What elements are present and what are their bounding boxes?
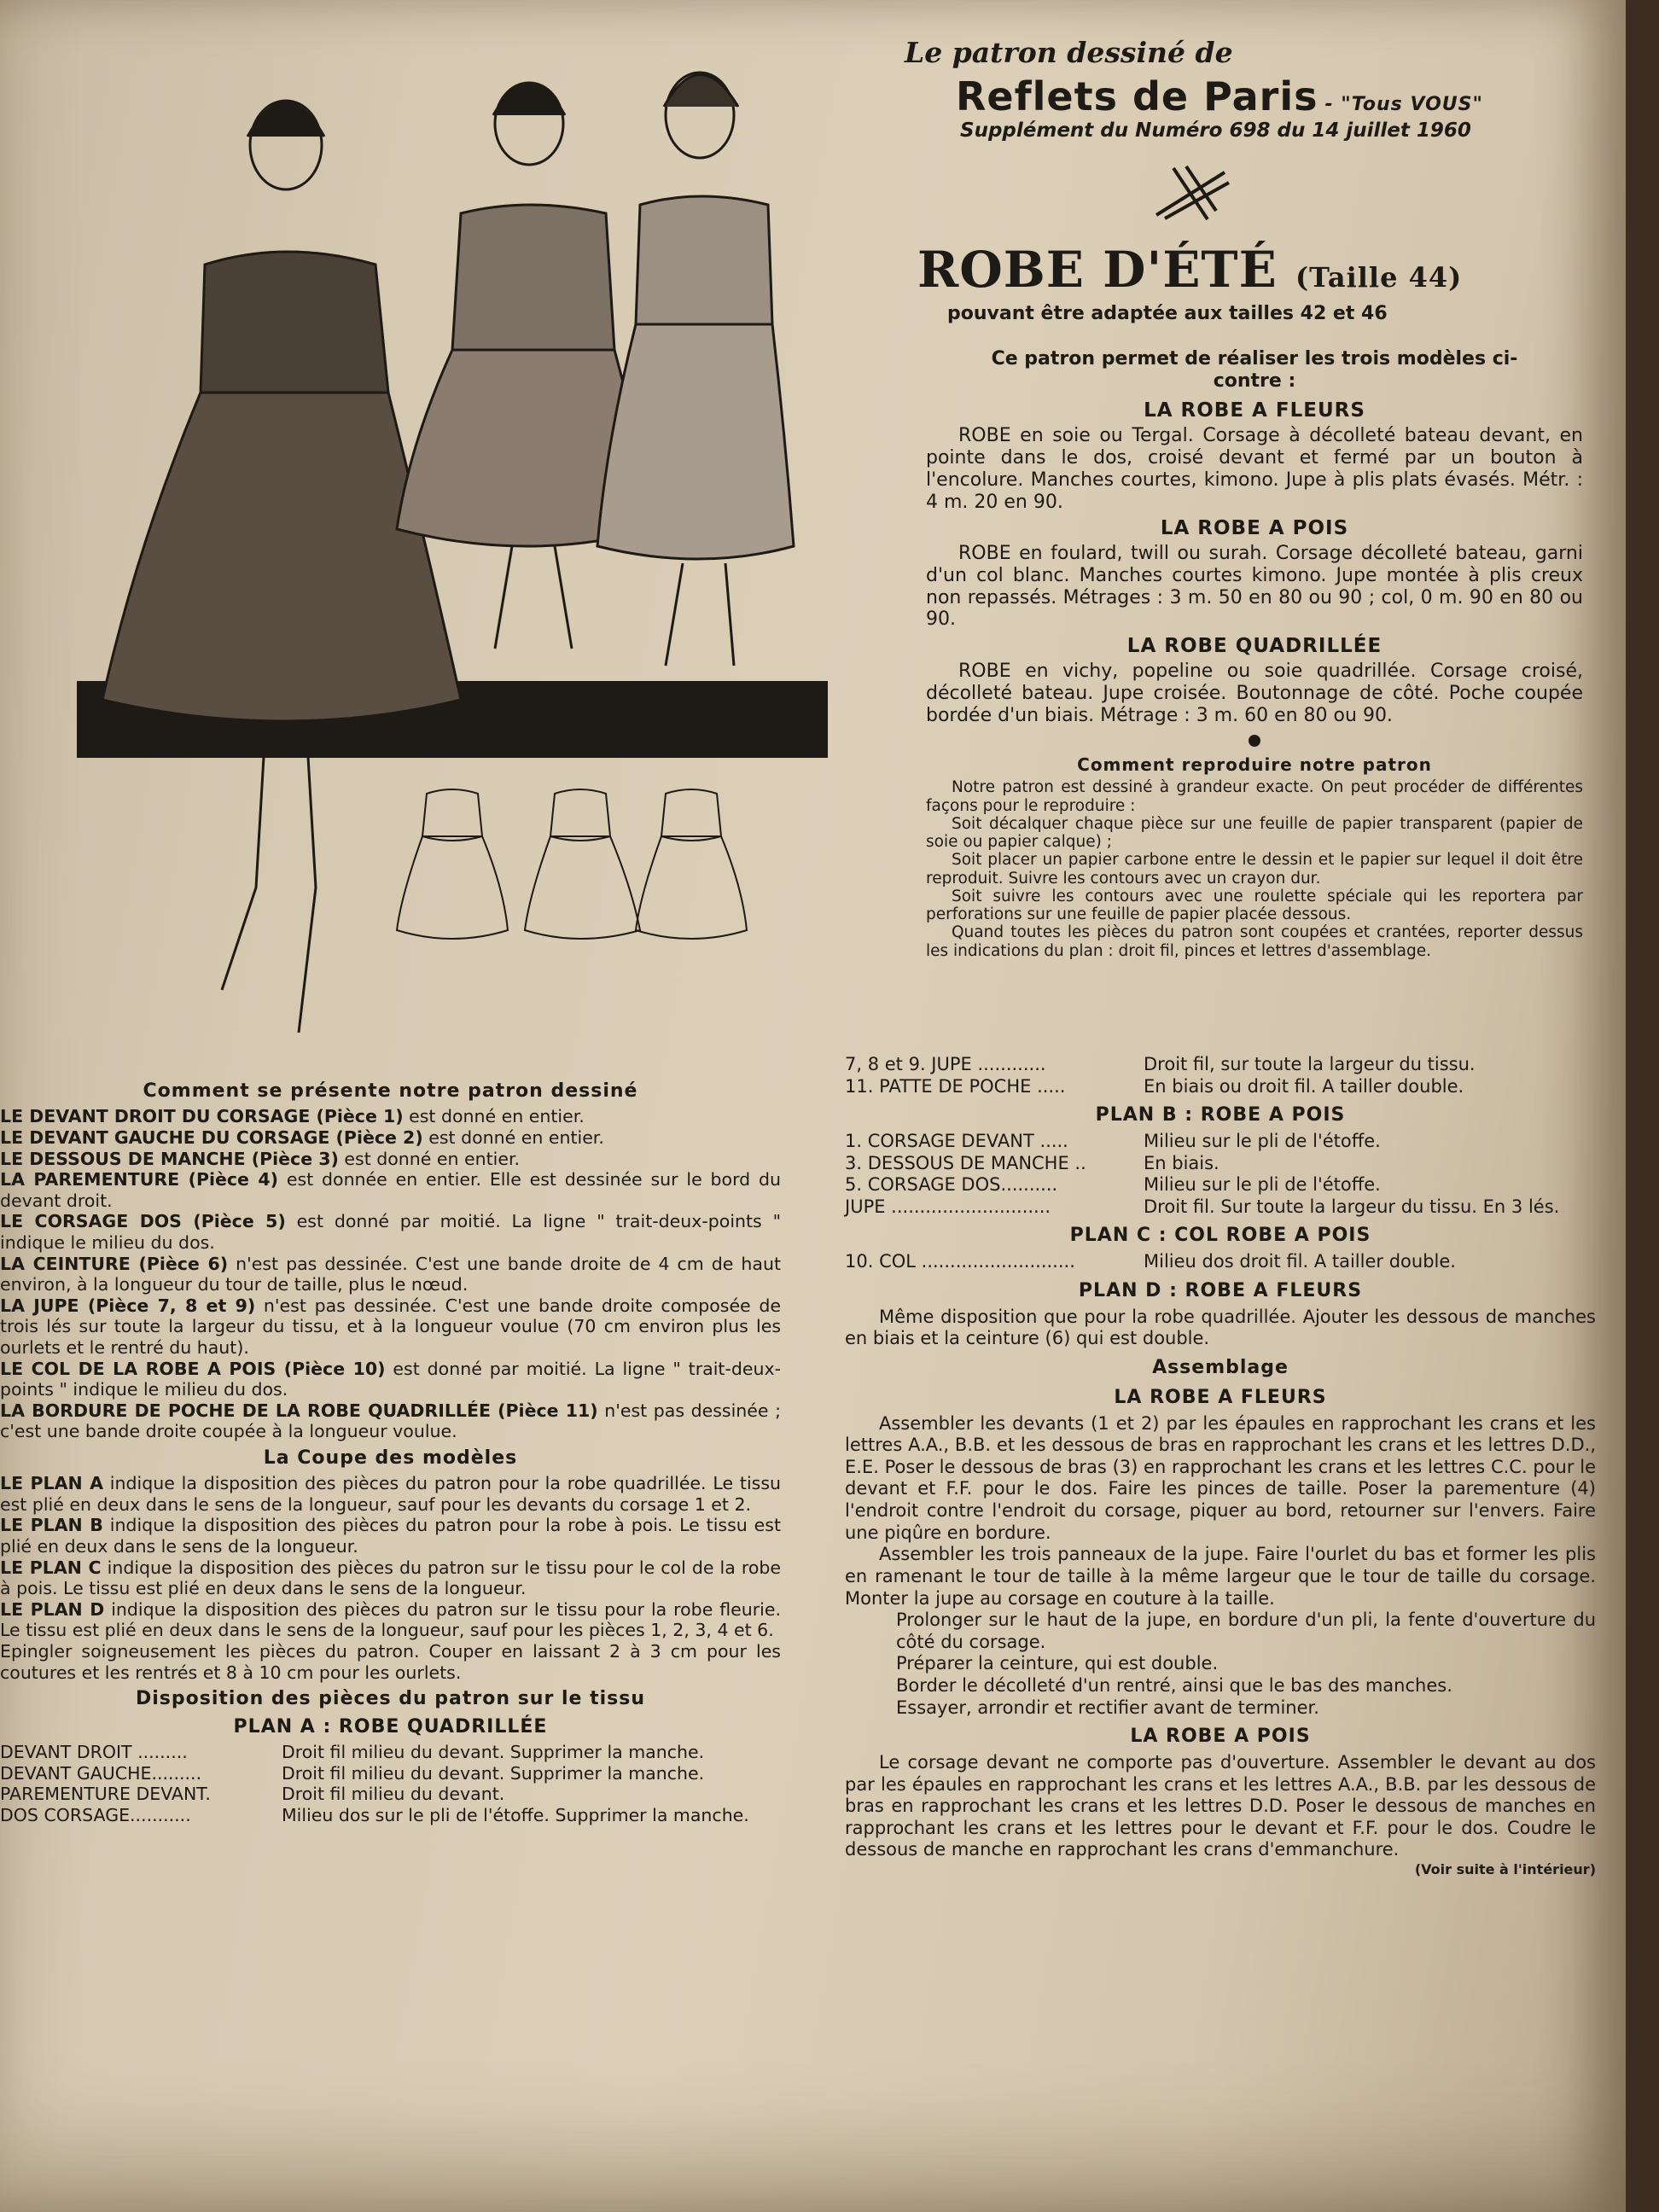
piece-instruction: Milieu sur le pli de l'étoffe.: [1144, 1131, 1381, 1152]
plan-row: [845, 1251, 1596, 1273]
piece-instruction: Droit fil milieu du devant. Supprimer la manche.: [282, 1762, 705, 1784]
plan-row: [845, 1153, 1596, 1175]
page-subtitle: pouvant être adaptée aux tailles 42 et 46: [947, 303, 1388, 324]
plan-row: [845, 1131, 1596, 1153]
piece-entry: LA PAREMENTURE (Pièce 4) est donnée en entier. Elle est dessinée sur le bord du devant droit.: [0, 1169, 781, 1211]
assembly-paragraph: Assembler les devants (1 et 2) par les épaules en rapprochant les crans et les lettres A.A., B.B. et les dessous de bras en rapprochant les crans et les lettres D.D., E.E. Poser le dessous de bras (3) en rapprochant les crans et les lettres C.C. pour le devant et F.F. pour le dos. Faire les pinces de taille. Poser la parementure (4) l'endroit contre l'endroit du corsage, piquer au bord, retourner sur l'envers. Faire une piqûre en bordure.: [845, 1412, 1596, 1543]
model-heading: LA ROBE A POIS: [1160, 517, 1349, 540]
pieces-heading: Comment se présente notre patron dessiné: [143, 1080, 638, 1102]
reproduce-paragraph: Soit suivre les contours avec une roulette spéciale qui les reportera par perforations sur une feuille de papier placée dessous.: [926, 887, 1583, 924]
reproduce-paragraph: Notre patron est dessiné à grandeur exacte. On peut procéder de différentes façons pour le reproduire :: [926, 778, 1583, 815]
reproduce-paragraph: Soit placer un papier carbone entre le dessin et le papier sur lequel il doit être reproduit. Suivre les contours avec un crayon dur.: [926, 851, 1583, 888]
plan-row: [0, 1805, 781, 1826]
plan-row: [845, 1174, 1596, 1196]
piece-instruction: Milieu sur le pli de l'étoffe.: [1144, 1174, 1381, 1196]
piece-label: JUPE ............................: [845, 1196, 1051, 1217]
model-text: ROBE en vichy, popeline ou soie quadrillée. Corsage croisé, décolleté bateau. Jupe croisée. Boutonnage de côté. Poche coupée bordée d'un biais. Métrage : 3 m. 60 en 80 ou 90.: [926, 661, 1583, 726]
plan-d-text: Même disposition que pour la robe quadrillée. Ajouter les dessous de manches en biais et la ceinture (6) qui est double.: [845, 1306, 1596, 1349]
piece-entry: LE DEVANT DROIT DU CORSAGE (Pièce 1) est donné en entier.: [0, 1106, 585, 1127]
reproduce-heading: Comment reproduire notre patron: [1077, 754, 1432, 776]
piece-instruction: Droit fil, sur toute la largeur du tissu.: [1144, 1054, 1476, 1074]
assembly-paragraph: Prolonger sur le haut de la jupe, en bordure d'un pli, la fente d'ouverture du côté du corsage.: [896, 1610, 1596, 1652]
piece-entry: LA CEINTURE (Pièce 6) n'est pas dessinée. C'est une bande droite de 4 cm de haut environ, à la longueur du tour de taille, plus le nœud.: [0, 1253, 781, 1295]
plans-column: [845, 1054, 1596, 1878]
assembly-heading: Assemblage: [1152, 1356, 1289, 1378]
plan-row: [0, 1742, 781, 1763]
fashion-illustration: [51, 34, 836, 1058]
piece-label: DOS CORSAGE...........: [0, 1804, 191, 1825]
plan-row: [845, 1076, 1596, 1098]
piece-instruction: Droit fil. Sur toute la largeur du tissu. En 3 lés.: [1144, 1196, 1560, 1217]
piece-label: DEVANT GAUCHE.........: [0, 1762, 202, 1784]
piece-label: 11. PATTE DE POCHE .....: [845, 1075, 1066, 1097]
assembly-paragraph: Essayer, arrondir et rectifier avant de terminer.: [896, 1697, 1319, 1718]
piece-instruction: Droit fil milieu du devant. Supprimer la manche.: [282, 1742, 705, 1762]
epingler-text: Epingler soigneusement les pièces du patron. Couper en laissant 2 à 3 cm pour les coutures et les rentrés et 8 à 10 cm pour les ourlets.: [0, 1641, 781, 1683]
piece-label: 1. CORSAGE DEVANT .....: [845, 1131, 1068, 1152]
coupe-entry: LE PLAN A indique la disposition des pièces du patron pour la robe quadrillée. Le tissu est plié en deux dans le sens de la longueur, sauf pour les devants du corsage 1 et 2.: [0, 1473, 781, 1515]
coupe-heading: La Coupe des modèles: [263, 1447, 518, 1469]
piece-entry: LA BORDURE DE POCHE DE LA ROBE QUADRILLÉE (Pièce 11) n'est pas dessinée ; c'est une bande droite coupée à la longueur voulue.: [0, 1400, 781, 1442]
plan-b-title: PLAN B : ROBE A POIS: [1095, 1104, 1346, 1126]
plan-row: [0, 1763, 781, 1784]
reproduce-paragraph: Quand toutes les pièces du patron sont coupées et crantées, reporter dessus les indications du plan : droit fil, pinces et lettres d'assemblage.: [926, 923, 1583, 960]
reproduce-paragraph: Soit décalquer chaque pièce sur une feuille de papier transparent (papier de soie ou papier calque) ;: [926, 814, 1583, 852]
piece-instruction: En biais ou droit fil. A tailler double.: [1144, 1075, 1464, 1097]
model-heading: LA ROBE A FLEURS: [1144, 399, 1365, 422]
piece-label: 5. CORSAGE DOS..........: [845, 1174, 1058, 1196]
instructions-column: [0, 1075, 781, 1825]
piece-entry: LE CORSAGE DOS (Pièce 5) est donné par moitié. La ligne " trait-deux-points " indique le milieu du dos.: [0, 1211, 781, 1253]
plan-c-title: PLAN C : COL ROBE A POIS: [1069, 1225, 1371, 1247]
assembly-paragraph: Assembler les trois panneaux de la jupe. Faire l'ourlet du bas et former les plis en ramenant le tour de taille à la même largeur que le tour de taille du corsage. Monter la jupe au corsage en couture à la taille.: [845, 1544, 1596, 1609]
piece-label: PAREMENTURE DEVANT.: [0, 1784, 211, 1805]
model-text: ROBE en soie ou Tergal. Corsage à décolleté bateau devant, en pointe dans le dos, croisé devant et fermé par un bouton à l'encolure. Manches courtes, kimono. Jupe à plis plats évasés. Métr. : 4 m. 20 en 90.: [926, 425, 1583, 513]
piece-label: 7, 8 et 9. JUPE ............: [845, 1054, 1046, 1074]
models-column: [926, 341, 1583, 960]
continued-note: (Voir suite à l'intérieur): [1414, 1861, 1596, 1878]
piece-entry: LE DESSOUS DE MANCHE (Pièce 3) est donné en entier.: [0, 1148, 521, 1169]
coupe-entry: LE PLAN B indique la disposition des pièces du patron pour la robe à pois. Le tissu est plié en deux dans le sens de la longueur.: [0, 1515, 781, 1557]
brand-name: Reflets de Paris: [956, 73, 1318, 119]
emblem-icon: [1148, 164, 1233, 224]
title-size: (Taille 44): [1295, 261, 1463, 294]
brand-title: [956, 73, 1483, 119]
piece-label: 3. DESSOUS DE MANCHE ..: [845, 1152, 1086, 1173]
piece-entry: LE COL DE LA ROBE A POIS (Pièce 10) est donné par moitié. La ligne " trait-deux-points " indique le milieu du dos.: [0, 1358, 781, 1400]
intro-text: Ce patron permet de réaliser les trois modèles ci-contre :: [991, 348, 1518, 392]
supplement-line: Supplément du Numéro 698 du 14 juillet 1960: [960, 119, 1471, 142]
plan-row: [845, 1054, 1596, 1076]
plan-a-title: PLAN A : ROBE QUADRILLÉE: [233, 1715, 548, 1738]
plan-row: [845, 1196, 1596, 1219]
reproduce-section: [926, 755, 1583, 960]
coupe-entry: LE PLAN D indique la disposition des pièces du patron sur le tissu pour la robe fleurie. Le tissu est plié en deux dans le sens de la longueur, sauf pour les pièces 1, 2, 3, 4 et 6.: [0, 1598, 781, 1641]
brand-tag: - "Tous VOUS": [1324, 94, 1483, 115]
pois-paragraph: Le corsage devant ne comporte pas d'ouverture. Assembler le devant au dos par les épaules en rapprochant les crans et les lettres A.A., B.B. par les dessous de bras en rapprochant les crans et les lettres D.D. Poser le dessous de manches en rapprochant les crans et les lettres pour le devant et F.F. pour le dos. Coudre le dessous de manche en rapprochant les crans d'emmanchure.: [845, 1751, 1596, 1860]
piece-entry: LE DEVANT GAUCHE DU CORSAGE (Pièce 2) est donné en entier.: [0, 1126, 604, 1148]
pois-heading: LA ROBE A POIS: [1130, 1726, 1311, 1748]
coupe-entry: LE PLAN C indique la disposition des pièces du patron sur le tissu pour le col de la robe à pois. Le tissu est plié en deux dans le sens de la longueur.: [0, 1557, 781, 1599]
plan-row: [0, 1784, 781, 1805]
model-heading: LA ROBE QUADRILLÉE: [1126, 635, 1382, 658]
dispo-heading: Disposition des pièces du patron sur le tissu: [136, 1688, 645, 1710]
title-main: ROBE D'ÉTÉ: [917, 241, 1278, 299]
assembly-paragraph: Border le décolleté d'un rentré, ainsi que le bas des manches.: [896, 1674, 1452, 1696]
plan-d-title: PLAN D : ROBE A FLEURS: [1078, 1279, 1363, 1301]
piece-instruction: Droit fil milieu du devant.: [282, 1784, 505, 1805]
header-script-line: Le patron dessiné de: [905, 36, 1233, 69]
piece-instruction: Milieu dos droit fil. A tailler double.: [1144, 1251, 1456, 1272]
piece-entry: LA JUPE (Pièce 7, 8 et 9) n'est pas dessinée. C'est une bande droite composée de trois lés sur toute la largeur du tissu, et à la longueur voulue (70 cm environ plus les ourlets et le rentré du haut).: [0, 1295, 781, 1358]
assembly-paragraph: Préparer la ceinture, qui est double.: [896, 1653, 1219, 1674]
piece-instruction: En biais.: [1144, 1152, 1220, 1173]
fleurs-heading: LA ROBE A FLEURS: [1114, 1386, 1327, 1408]
bullet-icon: [1249, 735, 1260, 747]
piece-label: DEVANT DROIT .........: [0, 1742, 188, 1762]
piece-instruction: Milieu dos sur le pli de l'étoffe. Supprimer la manche.: [282, 1804, 749, 1825]
page-title: [917, 241, 1462, 299]
piece-label: 10. COL ...........................: [845, 1251, 1075, 1272]
model-text: ROBE en foulard, twill ou surah. Corsage décolleté bateau, garni d'un col blanc. Manches courtes kimono. Jupe montée à plis creux non repassés. Métrages : 3 m. 50 en 80 ou 90 ; col, 0 m. 90 en 80 ou 90.: [926, 543, 1583, 631]
